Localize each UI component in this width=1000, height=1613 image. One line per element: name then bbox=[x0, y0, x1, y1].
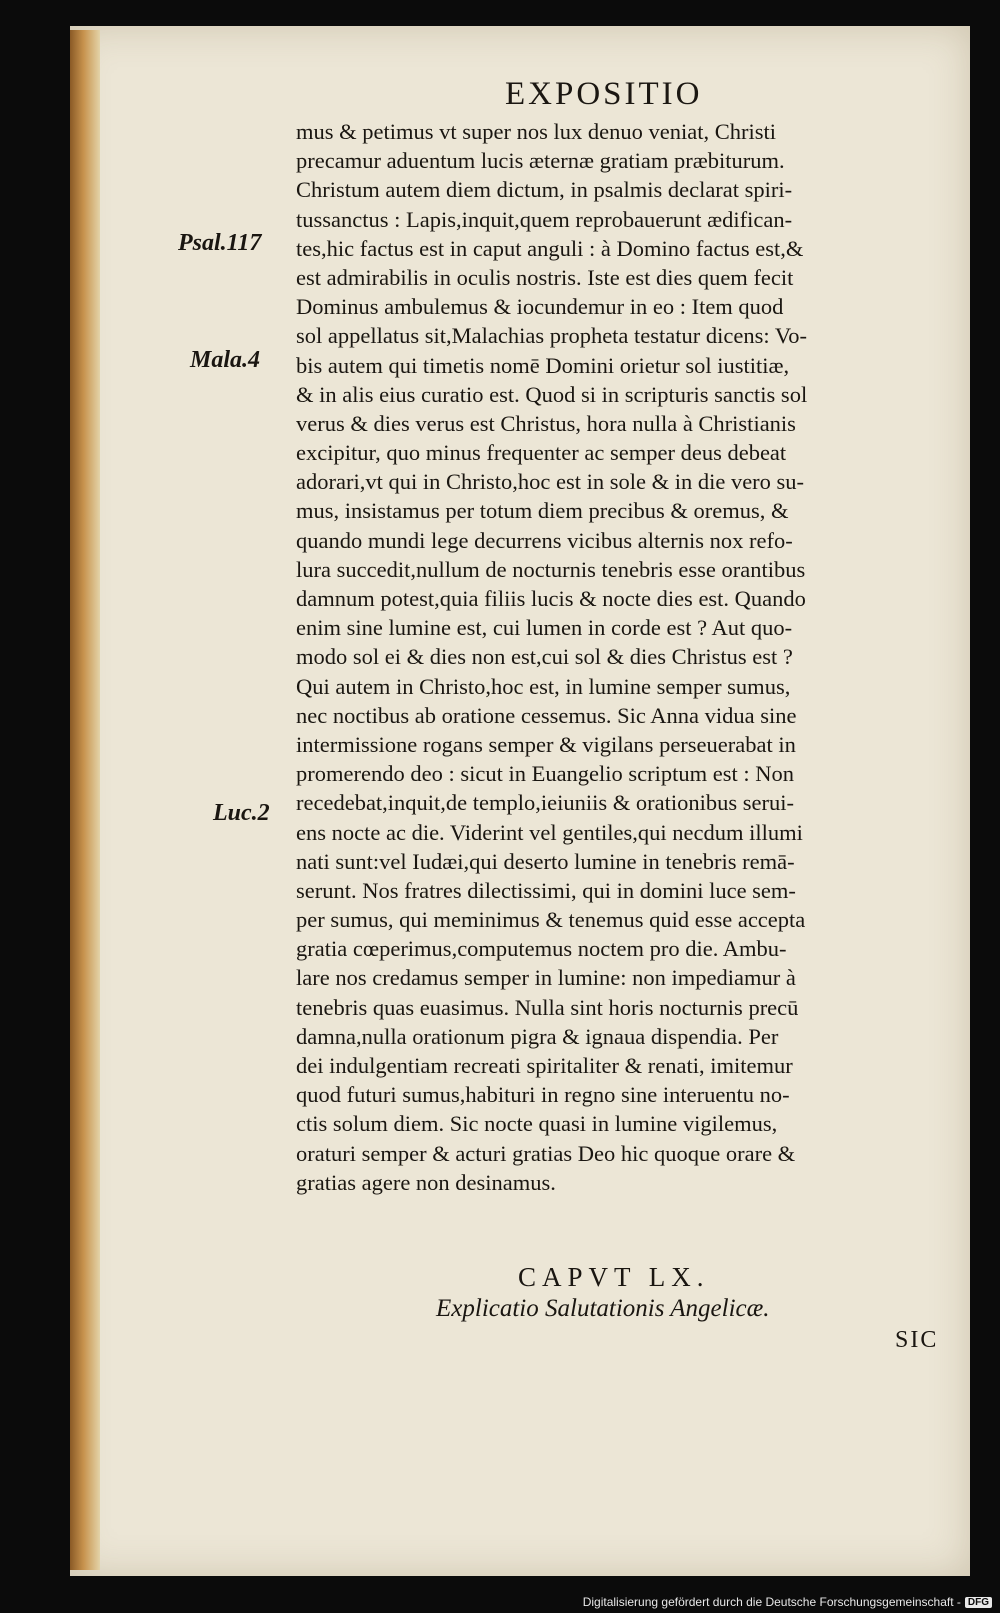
text-line: quod futuri sumus,habituri in regno sine interuentu no- bbox=[296, 1082, 790, 1108]
text-line: precamur aduentum lucis æternæ gratiam præbiturum. bbox=[296, 148, 785, 174]
text-line: excipitur, quo minus frequenter ac semper deus debeat bbox=[296, 440, 787, 466]
text-line: adorari,vt qui in Christo,hoc est in sole & in die vero su- bbox=[296, 469, 805, 495]
catchword: SIC bbox=[895, 1327, 939, 1353]
text-line: bis autem qui timetis nomē Domini orietur sol iustitiæ, bbox=[296, 352, 790, 378]
footer-credit: Digitalisierung gefördert durch die Deutsche Forschungsgemeinschaft - bbox=[582, 1595, 961, 1609]
text-line: nec noctibus ab oratione cessemus. Sic Anna vidua sine bbox=[296, 702, 797, 728]
text-line: mus, insistamus per totum diem precibus & oremus, & bbox=[296, 498, 789, 524]
text-line: mus & petimus vt super nos lux denuo veniat, Christi bbox=[296, 119, 776, 144]
page-header: EXPOSITIO bbox=[505, 76, 703, 112]
text-line: tes,hic factus est in caput anguli : à Domino factus est,& bbox=[296, 235, 804, 261]
text-line: gratias agere non desinamus. bbox=[296, 1169, 556, 1195]
margin-note-malachi: Mala.4 bbox=[190, 347, 261, 373]
text-line: est admirabilis in oculis nostris. Iste est dies quem fecit bbox=[296, 264, 794, 290]
text-line: ctis solum diem. Sic nocte quasi in lumine vigilemus, bbox=[296, 1111, 778, 1137]
text-line: tenebris quas euasimus. Nulla sint horis nocturnis precū bbox=[296, 994, 799, 1020]
text-line: Dominus ambulemus & iocundemur in eo : Item quod bbox=[296, 294, 784, 320]
margin-note-luke: Luc.2 bbox=[213, 800, 270, 826]
text-line: oraturi semper & acturi gratias Deo hic quoque orare & bbox=[296, 1140, 796, 1166]
chapter-subtitle: Explicatio Salutationis Angelicæ. bbox=[436, 1295, 770, 1322]
text-line: serunt. Nos fratres dilectissimi, qui in domini luce sem- bbox=[296, 877, 796, 903]
text-line: & in alis eius curatio est. Quod si in scripturis sanctis sol bbox=[296, 381, 808, 407]
text-line: damna,nulla orationum pigra & ignaua dispendia. Per bbox=[296, 1023, 779, 1049]
text-line: lare nos credamus semper in lumine: non impediamur à bbox=[296, 965, 796, 991]
text-line: enim sine lumine est, cui lumen in corde est ? Aut quo- bbox=[296, 615, 793, 641]
text-line: verus & dies verus est Christus, hora nulla à Christianis bbox=[296, 410, 796, 436]
text-line: lura succedit,nullum de nocturnis tenebris esse orantibus bbox=[296, 556, 806, 582]
margin-note-psalm: Psal.117 bbox=[178, 230, 262, 256]
text-line: ens nocte ac die. Viderint vel gentiles,qui necdum illumi bbox=[296, 819, 803, 845]
digitization-footer bbox=[583, 1595, 992, 1609]
text-line: intermissione rogans semper & vigilans perseuerabat in bbox=[296, 731, 796, 757]
text-line: recedebat,inquit,de templo,ieiuniis & orationibus serui- bbox=[296, 790, 794, 816]
text-line: promerendo deo : sicut in Euangelio scriptum est : Non bbox=[296, 761, 795, 787]
text-line: tussanctus : Lapis,inquit,quem reprobauerunt ædifican- bbox=[296, 206, 793, 232]
text-line: dei indulgentiam recreati spiritaliter & renati, imitemur bbox=[296, 1053, 793, 1078]
text-line: per sumus, qui meminimus & tenemus quid esse accepta bbox=[296, 907, 806, 933]
text-line: Qui autem in Christo,hoc est, in lumine semper sumus, bbox=[296, 673, 791, 699]
text-line: gratia cœperimus,computemus noctem pro die. Ambu- bbox=[296, 936, 787, 962]
text-line: modo sol ei & dies non est,cui sol & dies Christus est ? bbox=[296, 644, 793, 670]
text-line: sol appellatus sit,Malachias propheta testatur dicens: Vo- bbox=[296, 323, 807, 349]
dfg-logo: DFG bbox=[965, 1597, 992, 1608]
body-text bbox=[296, 117, 936, 1197]
text-line: Christum autem diem dictum, in psalmis declarat spiri- bbox=[296, 177, 793, 203]
text-line: damnum potest,quia filiis lucis & nocte dies est. Quando bbox=[296, 586, 806, 611]
text-line: nati sunt:vel Iudæi,qui deserto lumine in tenebris remā- bbox=[296, 848, 795, 874]
text-line: quando mundi lege decurrens vicibus alternis nox refo- bbox=[296, 527, 793, 553]
chapter-heading: CAPVT LX. bbox=[518, 1262, 710, 1292]
book-spine bbox=[70, 30, 100, 1570]
